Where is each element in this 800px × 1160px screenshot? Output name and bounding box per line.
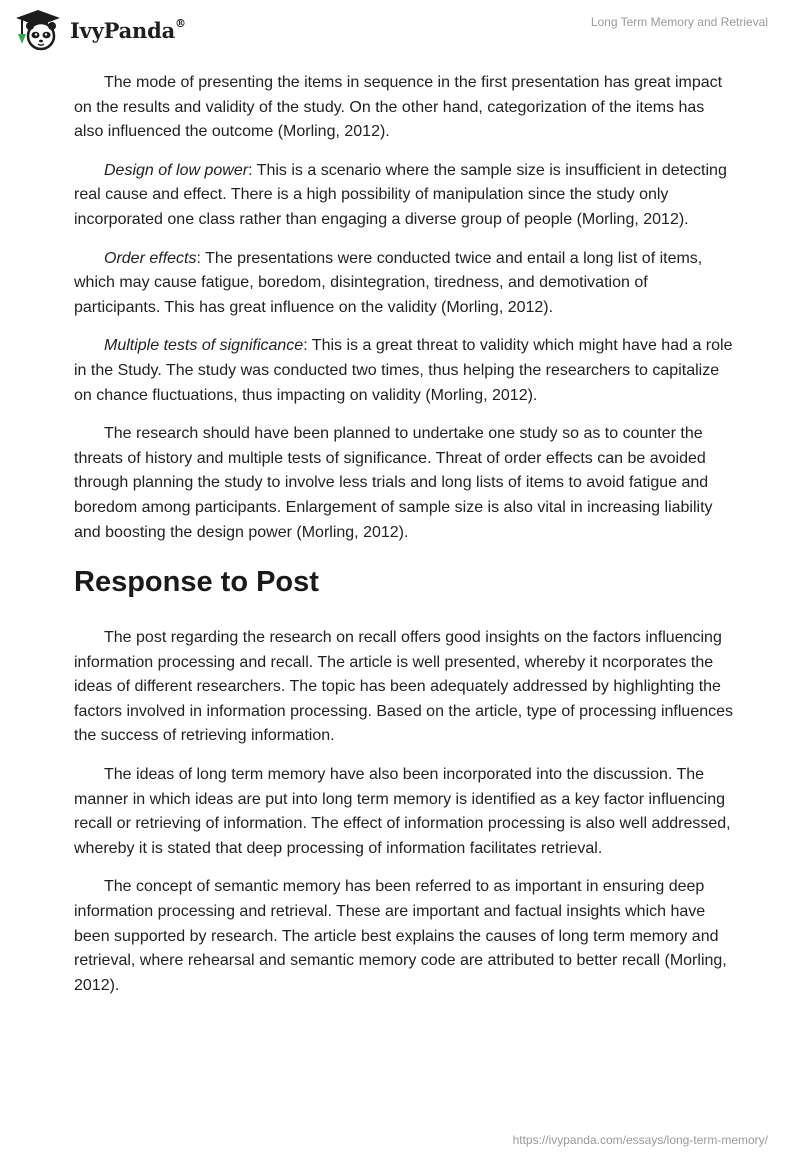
brand-name: IvyPanda®	[70, 16, 186, 43]
paragraph: Order effects: The presentations were conducted twice and entail a long list of items, which may cause fatigue, boredom, disintegration, tiredness, and demotivation of participants. This has great influence on the validity (Morling, 2012).	[74, 249, 703, 316]
paragraph-lead-term: Order effects	[104, 249, 197, 267]
paragraph-lead-term: Multiple tests of significance	[104, 337, 304, 355]
paragraph: The concept of semantic memory has been referred to as important in ensuring deep information processing and retrieval. These are important and factual insights which have been supported by research. The article best explains the causes of long term memory and retrieval, where rehearsal and semantic memory code are attributed to better recall (Morling, 2012).	[74, 878, 727, 994]
paragraph: The mode of presenting the items in sequence in the first presentation has great impact on the results and validity of the study. On the other hand, categorization of the items has also influenced the outcome (Morling, 2012).	[74, 74, 723, 141]
paragraph: The research should have been planned to undertake one study so as to counter the threats of history and multiple tests of significance. Threat of order effects can be avoided through planning the study to involve less trials and long lists of items to avoid fatigue and boredom among participants. Enlargement of sample size is also vital in increasing liability and boosting the design power (Morling, 2012).	[74, 425, 713, 541]
paragraph: The ideas of long term memory have also been incorporated into the discussion. The manner in which ideas are put into long term memory is identified as a key factor influencing recall or retrieving of information. The effect of information processing is also well addressed, whereby it is stated that deep processing of information facilitates retrieval.	[74, 766, 731, 857]
paragraph: Design of low power: This is a scenario where the sample size is insufficient in detecting real cause and effect. There is a high possibility of manipulation since the study only incorporated one class rather than engaging a diverse group of people (Morling, 2012).	[74, 161, 727, 228]
article-body	[74, 71, 734, 1012]
paragraph-lead-term: Design of low power	[104, 161, 249, 179]
document-title: Long Term Memory and Retrieval	[590, 15, 768, 29]
source-url[interactable]: https://ivypanda.com/essays/long-term-memory/	[512, 1133, 768, 1147]
paragraph: Multiple tests of significance: This is a great threat to validity which might have had a role in the Study. The study was conducted two times, thus helping the researchers to capitalize on chance fluctuations, thus impacting on validity (Morling, 2012).	[74, 337, 733, 404]
page-header	[0, 0, 800, 60]
paragraph: The post regarding the research on recall offers good insights on the factors influencing information processing and recall. The article is well presented, whereby it ncorporates the ideas of different researchers. The topic has been adequately addressed by highlighting the factors involved in information processing. Based on the article, type of processing influences the success of retrieving information.	[74, 629, 734, 745]
section-heading: Response to Post	[74, 566, 319, 599]
panda-graduation-cap-icon	[14, 8, 62, 52]
brand-logo[interactable]	[14, 8, 186, 52]
